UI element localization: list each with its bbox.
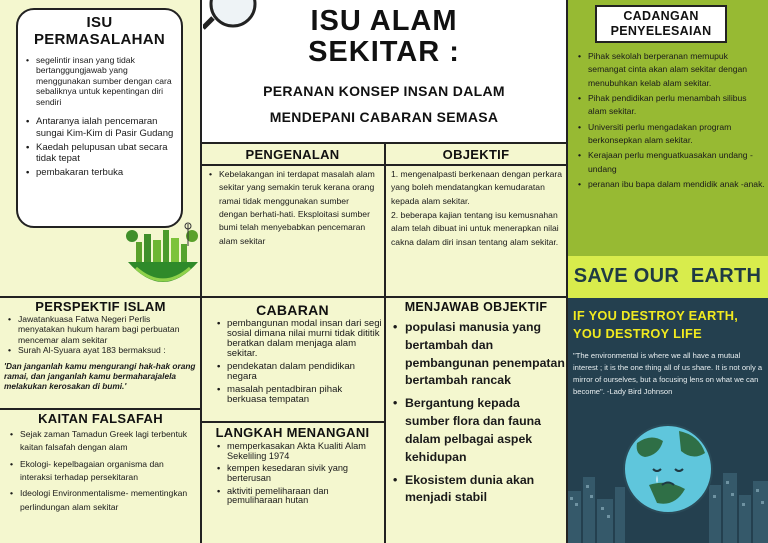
cabaran-list	[215, 319, 382, 408]
list-item: • segelintir insan yang tidak bertanggungjawab yang menggunakan sumber dengan cara sebaliknya untuk kepentingan diri sendiri	[24, 55, 181, 107]
menjawab-list	[391, 319, 565, 509]
menjawab-objektif-panel	[385, 297, 567, 543]
list-item: • Pihak sekolah berperanan memupuk semangat cinta akan alam sekitar dengan menubuhkan kelab alam sekitar.	[576, 50, 766, 90]
list-item: • Surah Al-Syuara ayat 183 bermaksud :	[6, 345, 199, 355]
list-item: • Kaedah pelupusan ubat secara tidak tepat	[24, 142, 181, 165]
langkah-heading: LANGKAH MENANGANI	[215, 425, 370, 440]
objektif-panel	[385, 143, 567, 297]
list-item: • Ekologi- kepelbagaian organisma dan interaksi terhadap persekitaran	[8, 458, 198, 485]
pengenalan-heading: PENGENALAN	[245, 147, 340, 162]
cadangan-heading: CADANGAN PENYELESAIAN	[610, 9, 712, 38]
list-item: • aktiviti pemeliharaan dan pemuliharaan hutan	[215, 487, 382, 506]
earth-tagline: IF YOU DESTROY EARTH, YOU DESTROY LIFE	[573, 308, 739, 341]
isu-heading: ISU PERMASALAHAN	[33, 14, 166, 48]
list-item: • Kerajaan perlu menguatkuasakan undang -undang	[576, 149, 766, 176]
list-item: • Antaranya ialah pencemaran sungai Kim-Kim di Pasir Gudang	[24, 116, 181, 139]
list-item: • masalah pentadbiran pihak berkuasa tempatan	[215, 385, 382, 405]
list-item: • kempen kesedaran sivik yang berterusan	[215, 464, 382, 483]
kaitan-heading: KAITAN FALSAFAH	[38, 411, 163, 426]
divider	[201, 142, 567, 144]
list-item: 1. mengenalpasti berkenaan dengan perkara yang boleh mendatangkan kemudaratan kepada alam sekitar.	[391, 169, 563, 206]
list-item: • pembakaran terbuka	[24, 167, 181, 179]
cadangan-list	[576, 50, 766, 193]
divider	[384, 143, 386, 543]
perspektif-heading: PERSPEKTIF ISLAM	[35, 299, 166, 314]
list-item: • peranan ibu bapa dalam mendidik anak -anak.	[576, 178, 766, 191]
list-item: • Sejak zaman Tamadun Greek lagi terbentuk kaitan falsafah dengan alam	[8, 428, 198, 455]
list-item: • pendekatan dalam pendidikan negara	[215, 362, 382, 382]
list-item: • Jawatankuasa Fatwa Negeri Perlis menyatakan hukum haram bagi perbuatan mencemar alam sekitar	[6, 314, 199, 345]
menjawab-heading: MENJAWAB OBJEKTIF	[404, 300, 548, 314]
crying-earth-illustration	[567, 403, 768, 543]
list-item: • Universiti perlu mengadakan program berkonsepkan alam sekitar.	[576, 121, 766, 148]
pengenalan-panel	[201, 143, 384, 297]
earth-quote: "The environmental is where we all have a mutual interest ; it is the one thing all of us share. It is not only a mirror of ourselves, but a focusing lens on what we can become". -Lady Bird Johnson	[573, 351, 763, 396]
perspektif-islam-panel	[0, 297, 201, 409]
magnifier-icon	[203, 0, 265, 30]
objektif-list	[391, 168, 563, 249]
page-title: ISU ALAM SEKITAR :	[308, 5, 460, 68]
divider	[566, 0, 568, 543]
cabaran-panel	[201, 297, 384, 422]
langkah-panel	[201, 422, 384, 543]
list-item: 2. beberapa kajian tentang isu kemusnahan alam telah dibuat ini untuk menerapkan nilai cakna dalam diri insan tentang alam sekitar.	[391, 209, 559, 247]
title-panel	[201, 0, 567, 143]
list-item: • pembangunan modal insan dari segi sosial dimana nilai murni tidak dititik beratkan dalam menjaga alam sekitar.	[215, 319, 382, 359]
list-item: • Ideologi Environmentalisme- mementingkan perlindungan alam sekitar	[8, 487, 198, 514]
objektif-heading: OBJEKTIF	[442, 147, 510, 162]
list-item: • Bergantung kepada sumber flora dan fauna dalam pelbagai aspek kehidupan	[391, 395, 565, 466]
green-city-globe-illustration	[122, 222, 201, 288]
page-subtitle: PERANAN KONSEP INSAN DALAM MENDEPANI CABARAN SEMASA	[263, 83, 505, 125]
list-item: • memperkasakan Akta Kualiti Alam Sekeliling 1974	[215, 442, 382, 461]
list-item: • Ekosistem dunia akan menjadi stabil	[391, 472, 565, 508]
perspektif-list	[6, 314, 199, 356]
cadangan-panel	[567, 0, 768, 256]
save-earth-panel	[567, 256, 768, 543]
cabaran-heading: CABARAN	[256, 302, 329, 318]
isu-list	[24, 55, 181, 180]
kaitan-list	[8, 428, 198, 516]
list-item: • populasi manusia yang bertambah dan pembangunan penempatan bertambah rancak	[391, 319, 565, 390]
langkah-list	[215, 442, 382, 508]
divider	[0, 408, 201, 410]
pengenalan-list	[207, 168, 379, 250]
divider	[201, 421, 384, 423]
kaitan-falsafah-panel	[0, 409, 201, 543]
list-item: • Pihak pendidikan perlu menambah silibus alam sekitar.	[576, 92, 766, 119]
divider	[200, 0, 202, 543]
list-item: • Kebelakangan ini terdapat masalah alam sekitar yang semakin teruk kerana orang ramai tidak menggunakan sumber dengan berhati-hati. Eksploitasi sumber bumi telah menyebabkan pencemaran alam sekitar	[207, 168, 379, 248]
isu-permasalahan-panel	[0, 0, 201, 297]
save-earth-title: SAVE OUR EARTH	[573, 265, 762, 287]
divider	[0, 296, 567, 298]
quran-quote: 'Dan janganlah kamu mengurangi hak-hak orang ramai, dan janganlah kamu bermaharajalela melakukan kerosakan di bumi.'	[4, 361, 196, 391]
